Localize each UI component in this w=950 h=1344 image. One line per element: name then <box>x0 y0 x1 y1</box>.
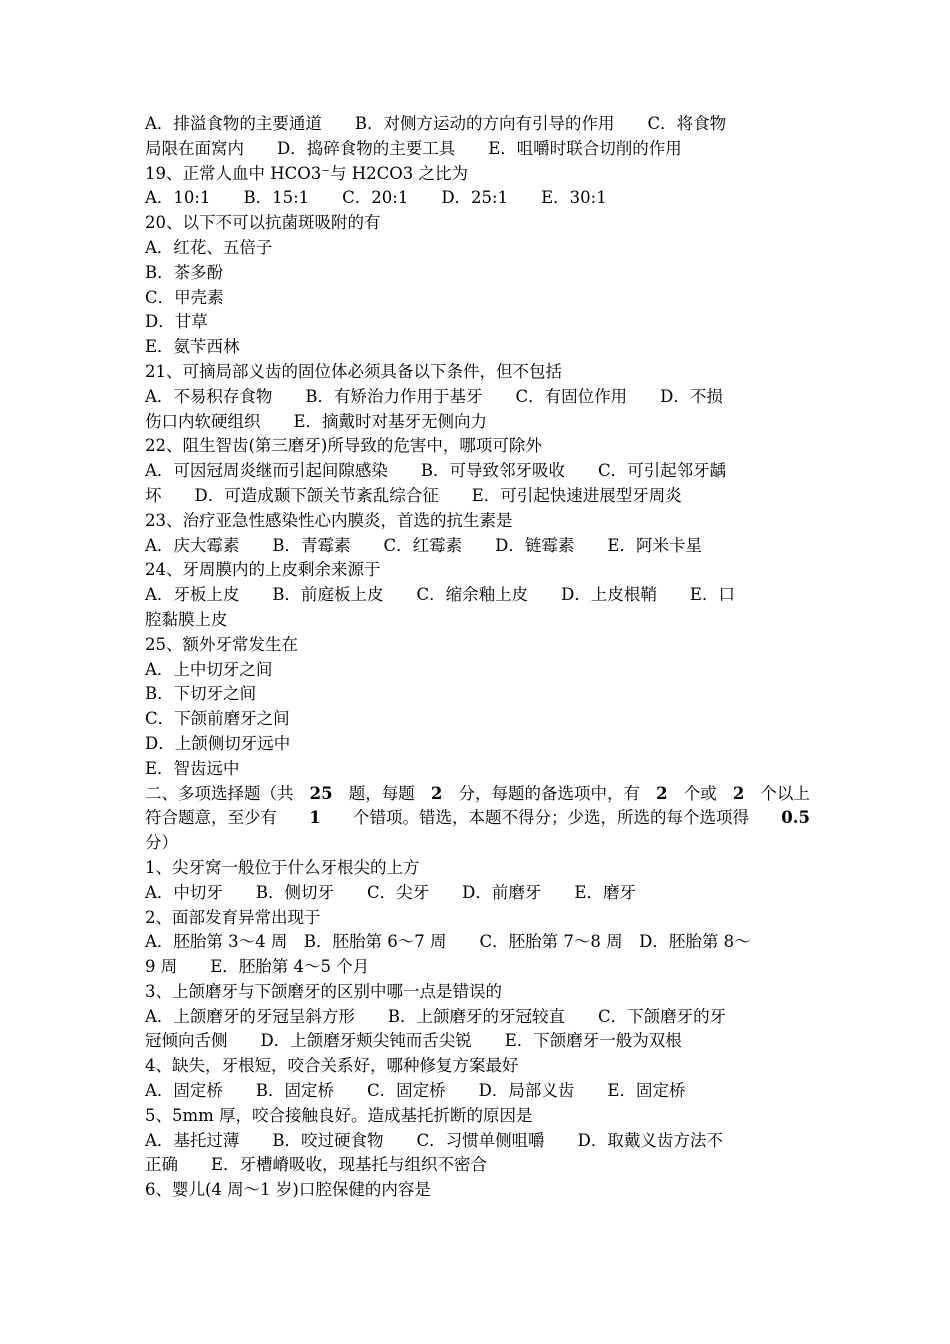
option-line: 坏 D．可造成颞下颌关节紊乱综合征 E．可引起快速进展型牙周炎 <box>145 485 682 505</box>
heading-text: 分，每题的备选项中，有 <box>458 783 640 803</box>
section-heading <box>145 782 810 807</box>
question-stem: 25、额外牙常发生在 <box>145 634 298 654</box>
option-line: A．固定桥 B．固定桥 C．固定桥 D．局部义齿 E．固定桥 <box>145 1081 686 1101</box>
question-stem: 24、牙周膜内的上皮剩余来源于 <box>145 560 381 580</box>
option-line: A．基托过薄 B．咬过硬食物 C．习惯单侧咀嚼 D．取戴义齿方法不 <box>145 1130 723 1150</box>
question-stem: 2、面部发育异常出现于 <box>145 907 321 927</box>
heading-number: 2 <box>430 783 443 803</box>
option-line: C．甲壳素 <box>145 287 224 307</box>
heading-number: 25 <box>309 783 333 803</box>
heading-number: 0.5 <box>781 808 810 828</box>
question-stem: 21、可摘局部义齿的固位体必须具备以下条件，但不包括 <box>145 361 562 381</box>
question-stem: 4、缺失，牙根短，咬合关系好，哪种修复方案最好 <box>145 1056 519 1076</box>
heading-number: 2 <box>656 783 668 803</box>
option-line: A．中切牙 B．侧切牙 C．尖牙 D．前磨牙 E．磨牙 <box>145 882 636 902</box>
heading-text: 个或 <box>683 783 717 803</box>
option-line: 伤口内软硬组织 E．摘戴时对基牙无侧向力 <box>145 411 488 431</box>
question-stem: 23、治疗亚急性感染性心内膜炎，首选的抗生素是 <box>145 510 513 530</box>
option-line: D．甘草 <box>145 312 208 332</box>
question-stem: 6、婴儿(4 周～1 岁)口腔保健的内容是 <box>145 1180 431 1200</box>
question-stem: 1、尖牙窝一般位于什么牙根尖的上方 <box>145 857 420 877</box>
section-heading <box>145 806 810 831</box>
option-line: 9 周 E．胚胎第 4～5 个月 <box>145 957 370 977</box>
option-line: A．上中切牙之间 <box>145 659 273 679</box>
option-line: E．氨苄西林 <box>145 337 240 357</box>
question-stem: 22、阻生智齿(第三磨牙)所导致的危害中，哪项可除外 <box>145 436 542 456</box>
option-line: D．上颌侧切牙远中 <box>145 733 291 753</box>
option-line: B．茶多酚 <box>145 262 224 282</box>
option-line: A．庆大霉素 B．青霉素 C．红霉素 D．链霉素 E．阿米卡星 <box>145 535 702 555</box>
option-line: 腔黏膜上皮 <box>145 609 228 629</box>
question-stem: 3、上颌磨牙与下颌磨牙的区别中哪一点是错误的 <box>145 981 502 1001</box>
heading-text: 二、多项选择题（共 <box>145 783 294 803</box>
option-line: A．牙板上皮 B．前庭板上皮 C．缩余釉上皮 D．上皮根鞘 E．口 <box>145 585 735 605</box>
section-heading: 分） <box>145 833 178 853</box>
option-line: E．智齿远中 <box>145 758 240 778</box>
heading-text: 题，每题 <box>348 783 415 803</box>
text-line: A．排溢食物的主要通道 B．对侧方运动的方向有引导的作用 C．将食物 <box>145 114 727 133</box>
option-line: 正确 E．牙槽嵴吸收，现基托与组织不密合 <box>145 1155 488 1175</box>
option-line: A．红花、五倍子 <box>145 237 273 257</box>
option-line: A．可因冠周炎继而引起间隙感染 B．可导致邻牙吸收 C．可引起邻牙龋 <box>145 461 727 481</box>
option-line: A．胚胎第 3～4 周 B．胚胎第 6～7 周 C．胚胎第 7～8 周 D．胚胎第 8～ <box>145 932 751 952</box>
question-stem: 5、5mm 厚，咬合接触良好。造成基托折断的原因是 <box>145 1105 533 1125</box>
heading-number: 1 <box>309 808 321 828</box>
question-stem: 20、以下不可以抗菌斑吸附的有 <box>145 213 381 233</box>
option-line: C．下颌前磨牙之间 <box>145 709 290 729</box>
option-line: B．下切牙之间 <box>145 684 257 704</box>
question-stem: 19、正常人血中 HCO3⁻与 H2CO3 之比为 <box>145 163 469 183</box>
option-line: A．10:1 B．15:1 C．20:1 D．25:1 E．30:1 <box>145 188 607 208</box>
option-line: A．上颌磨牙的牙冠呈斜方形 B．上颌磨牙的牙冠较直 C．下颌磨牙的牙 <box>145 1006 727 1026</box>
document-page <box>145 112 810 1203</box>
text-line: 局限在面窝内 D．捣碎食物的主要工具 E．咀嚼时联合切削的作用 <box>145 138 682 158</box>
option-line: 冠倾向舌侧 D．上颌磨牙颊尖钝而舌尖锐 E．下颌磨牙一般为双根 <box>145 1031 682 1051</box>
heading-text: 个错项。错选，本题不得分；少选，所选的每个选项得 <box>353 808 750 828</box>
heading-text: 个以上 <box>760 783 810 803</box>
option-line: A．不易积存食物 B．有矫治力作用于基牙 C．有固位作用 D．不损 <box>145 386 723 406</box>
heading-text: 符合题意，至少有 <box>145 808 277 828</box>
heading-number: 2 <box>732 783 745 803</box>
